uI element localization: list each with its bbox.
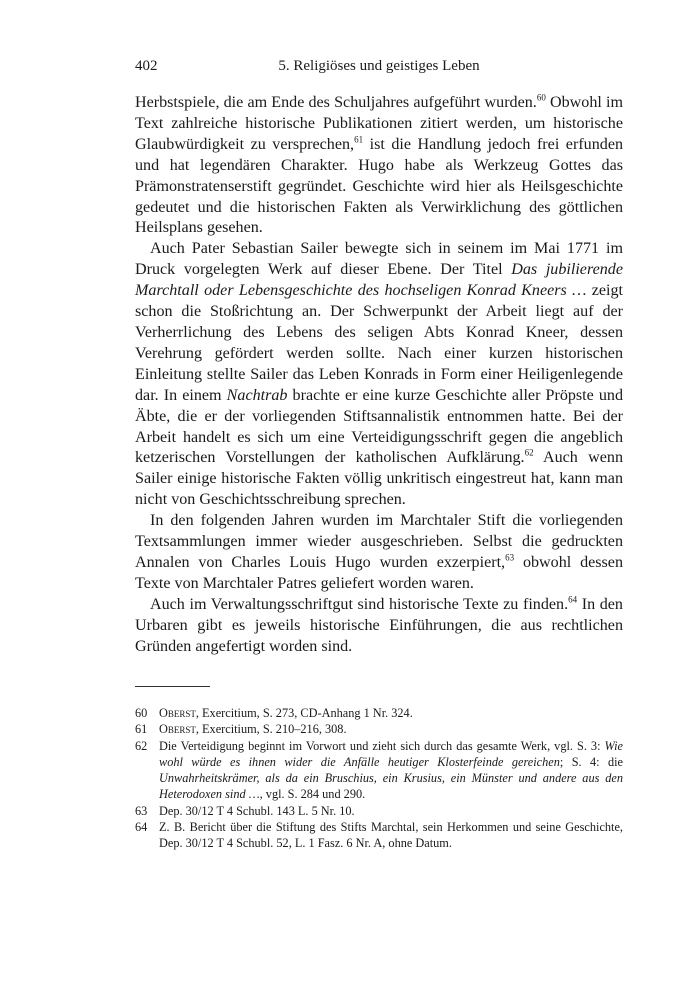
paragraph-1: Herbstspiele, die am Ende des Schuljahres aufgeführt wurden.$^{60}$ Obwohl im Text zahlreiche historische Publikationen zitiert werden, um historische Glaubwürdigkeit zu versprechen,$^{61}$ ist die Handlung jedoch frei erfunden und hat legendären Charakter. Hugo habe als Werkzeug Gottes das Prämonstratenserstift gegründet. Geschichte wird hier als Heilsgeschichte gedeutet und die historischen Fakten als Verwirklichung des göttlichen Heilsplans gesehen.	[135, 92, 624, 237]
book-title: Das jubilierende Marchtall oder Lebensgeschichte des hochseligen Konrad Kneers …	[135, 261, 623, 300]
footnotes	[135, 705, 623, 852]
nachtrab-term: Nachtrab	[226, 386, 288, 404]
page-header	[135, 58, 623, 82]
page-number: 402	[135, 58, 158, 74]
footnote-ref-61[interactable]: 61	[354, 134, 364, 145]
paragraph-2: Auch Pater Sebastian Sailer bewegte sich in seinem im Mai 1771 im Druck vorgelegten Werk auf dieser Ebene. Der Titel Das jubilierende Marchtall oder Lebensgeschichte des hochseligen Konrad Kneers … zeigt schon die Stoßrichtung an. Der Schwerpunkt der Arbeit liegt auf der Verherrlichung des Lebens des seligen Abts Konrad Kneer, dessen Verehrung gefördert werden sollte. Nach einer kurzen historischen Einleitung stellte Sailer das Leben Konrads in Form einer Heiligenlegende dar. In einem Nachtrab brachte er eine kurze Geschichte aller Pröpste und Äbte, die er der vorliegenden Stiftsannalistik entnommen hatte. Bei der Arbeit handelt es sich um eine Verteidigungsschrift gegen die angeblich ketzerischen Vorstellungen der katholischen Aufklärung.$^{62}$ Auch wenn Sailer einige historische Fakten völlig unkritisch eingestreut hat, kann man nicht von Geschichtsschreibung sprechen.	[135, 240, 624, 509]
paragraph-4: Auch im Verwaltungsschriftgut sind historische Texte zu finden.$^{64}$ In den Urbaren gibt es jeweils historische Einführungen, die aus rechtlichen Gründen angefertigt worden sind.	[135, 594, 623, 655]
footnote-61: 61 Oberst, Exercitium, S. 210–216, 308.	[135, 722, 347, 737]
footnote-ref-63[interactable]: 63	[505, 552, 515, 563]
footnote-60: 60 Oberst, Exercitium, S. 273, CD-Anhang 1 Nr. 324.	[135, 706, 413, 720]
footnote-ref-62[interactable]: 62	[524, 448, 534, 459]
footnote-64: 64 Z. B. Bericht über die Stiftung des Stifts Marchtal, sein Herkommen und seine Geschichte, Dep. 30/12 T 4 Schubl. 52, L. 1 Fasz. 6 Nr. A, ohne Datum.	[135, 820, 623, 851]
body-text	[135, 93, 623, 657]
footnote-divider	[135, 686, 210, 687]
paragraph-3: In den folgenden Jahren wurden im Marchtaler Stift die vorliegenden Textsammlungen immer wieder ausgeschrieben. Selbst die gedruckten Annalen von Charles Louis Hugo wurden exzerpiert,$^{63}$ obwohl dessen Texte von Marchtaler Patres geliefert worden waren.	[135, 512, 623, 592]
footnote-ref-60[interactable]: 60	[536, 92, 546, 103]
footnote-62: 62 Die Verteidigung beginnt im Vorwort und zieht sich durch das gesamte Werk, vgl. S. 3: Wie wohl würde es ihnen wider die Anfälle heutiger Klosterfeinde gereichen; S. 4: die Unwahrheitskrämer, als da ein Bruschius, ein Krusius, ein Münster und andere aus den Heterodoxen sind …, vgl. S. 284 und 290.	[135, 738, 623, 802]
running-title: 5. Religiöses und geistiges Leben	[278, 58, 480, 74]
footnote-63: 63 Dep. 30/12 T 4 Schubl. 143 L. 5 Nr. 10.	[135, 803, 355, 818]
footnote-ref-64[interactable]: 64	[568, 594, 578, 605]
